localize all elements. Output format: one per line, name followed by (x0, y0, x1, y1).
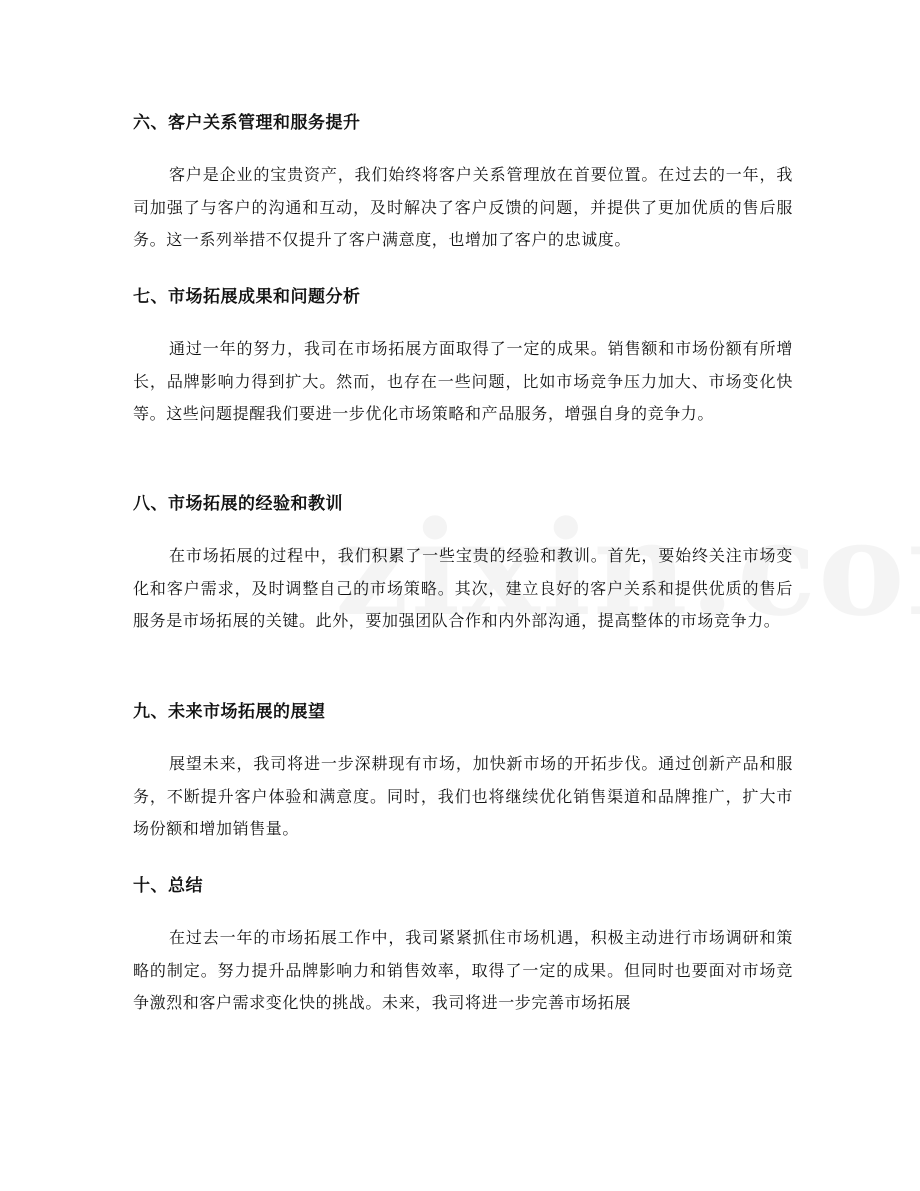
section-10 (133, 876, 793, 1020)
section-heading: 八、市场拓展的经验和教训 (133, 494, 343, 514)
section-heading: 七、市场拓展成果和问题分析 (133, 287, 361, 307)
section-paragraph: 在过去一年的市场拓展工作中，我司紧紧抓住市场机遇，积极主动进行市场调研和策略的制定。努力提升品牌影响力和销售效率，取得了一定的成果。但同时也要面对市场竞争激烈和客户需求变化快的挑战。未来，我司将进一步完善市场拓展 (133, 928, 793, 1012)
section-heading: 九、未来市场拓展的展望 (133, 702, 326, 722)
section-heading: 十、总结 (133, 876, 203, 896)
section-paragraph: 在市场拓展的过程中，我们积累了一些宝贵的经验和教训。首先，要始终关注市场变化和客户需求，及时调整自己的市场策略。其次，建立良好的客户关系和提供优质的售后服务是市场拓展的关键。此外，要加强团队合作和内外部沟通，提高整体的市场竞争力。 (133, 546, 793, 630)
section-paragraph: 通过一年的努力，我司在市场拓展方面取得了一定的成果。销售额和市场份额有所增长，品牌影响力得到扩大。然而，也存在一些问题，比如市场竞争压力加大、市场变化快等。这些问题提醒我们要进一步优化市场策略和产品服务，增强自身的竞争力。 (133, 339, 793, 423)
section-6 (133, 113, 793, 257)
section-paragraph: 客户是企业的宝贵资产，我们始终将客户关系管理放在首要位置。在过去的一年，我司加强了与客户的沟通和互动，及时解决了客户反馈的问题，并提供了更加优质的售后服务。这一系列举措不仅提升了客户满意度，也增加了客户的忠诚度。 (133, 165, 793, 249)
section-7 (133, 287, 793, 431)
section-9 (133, 702, 793, 846)
section-paragraph: 展望未来，我司将进一步深耕现有市场，加快新市场的开拓步伐。通过创新产品和服务，不断提升客户体验和满意度。同时，我们也将继续优化销售渠道和品牌推广，扩大市场份额和增加销售量。 (133, 754, 793, 838)
section-8 (133, 494, 793, 638)
section-heading: 六、客户关系管理和服务提升 (133, 113, 361, 133)
